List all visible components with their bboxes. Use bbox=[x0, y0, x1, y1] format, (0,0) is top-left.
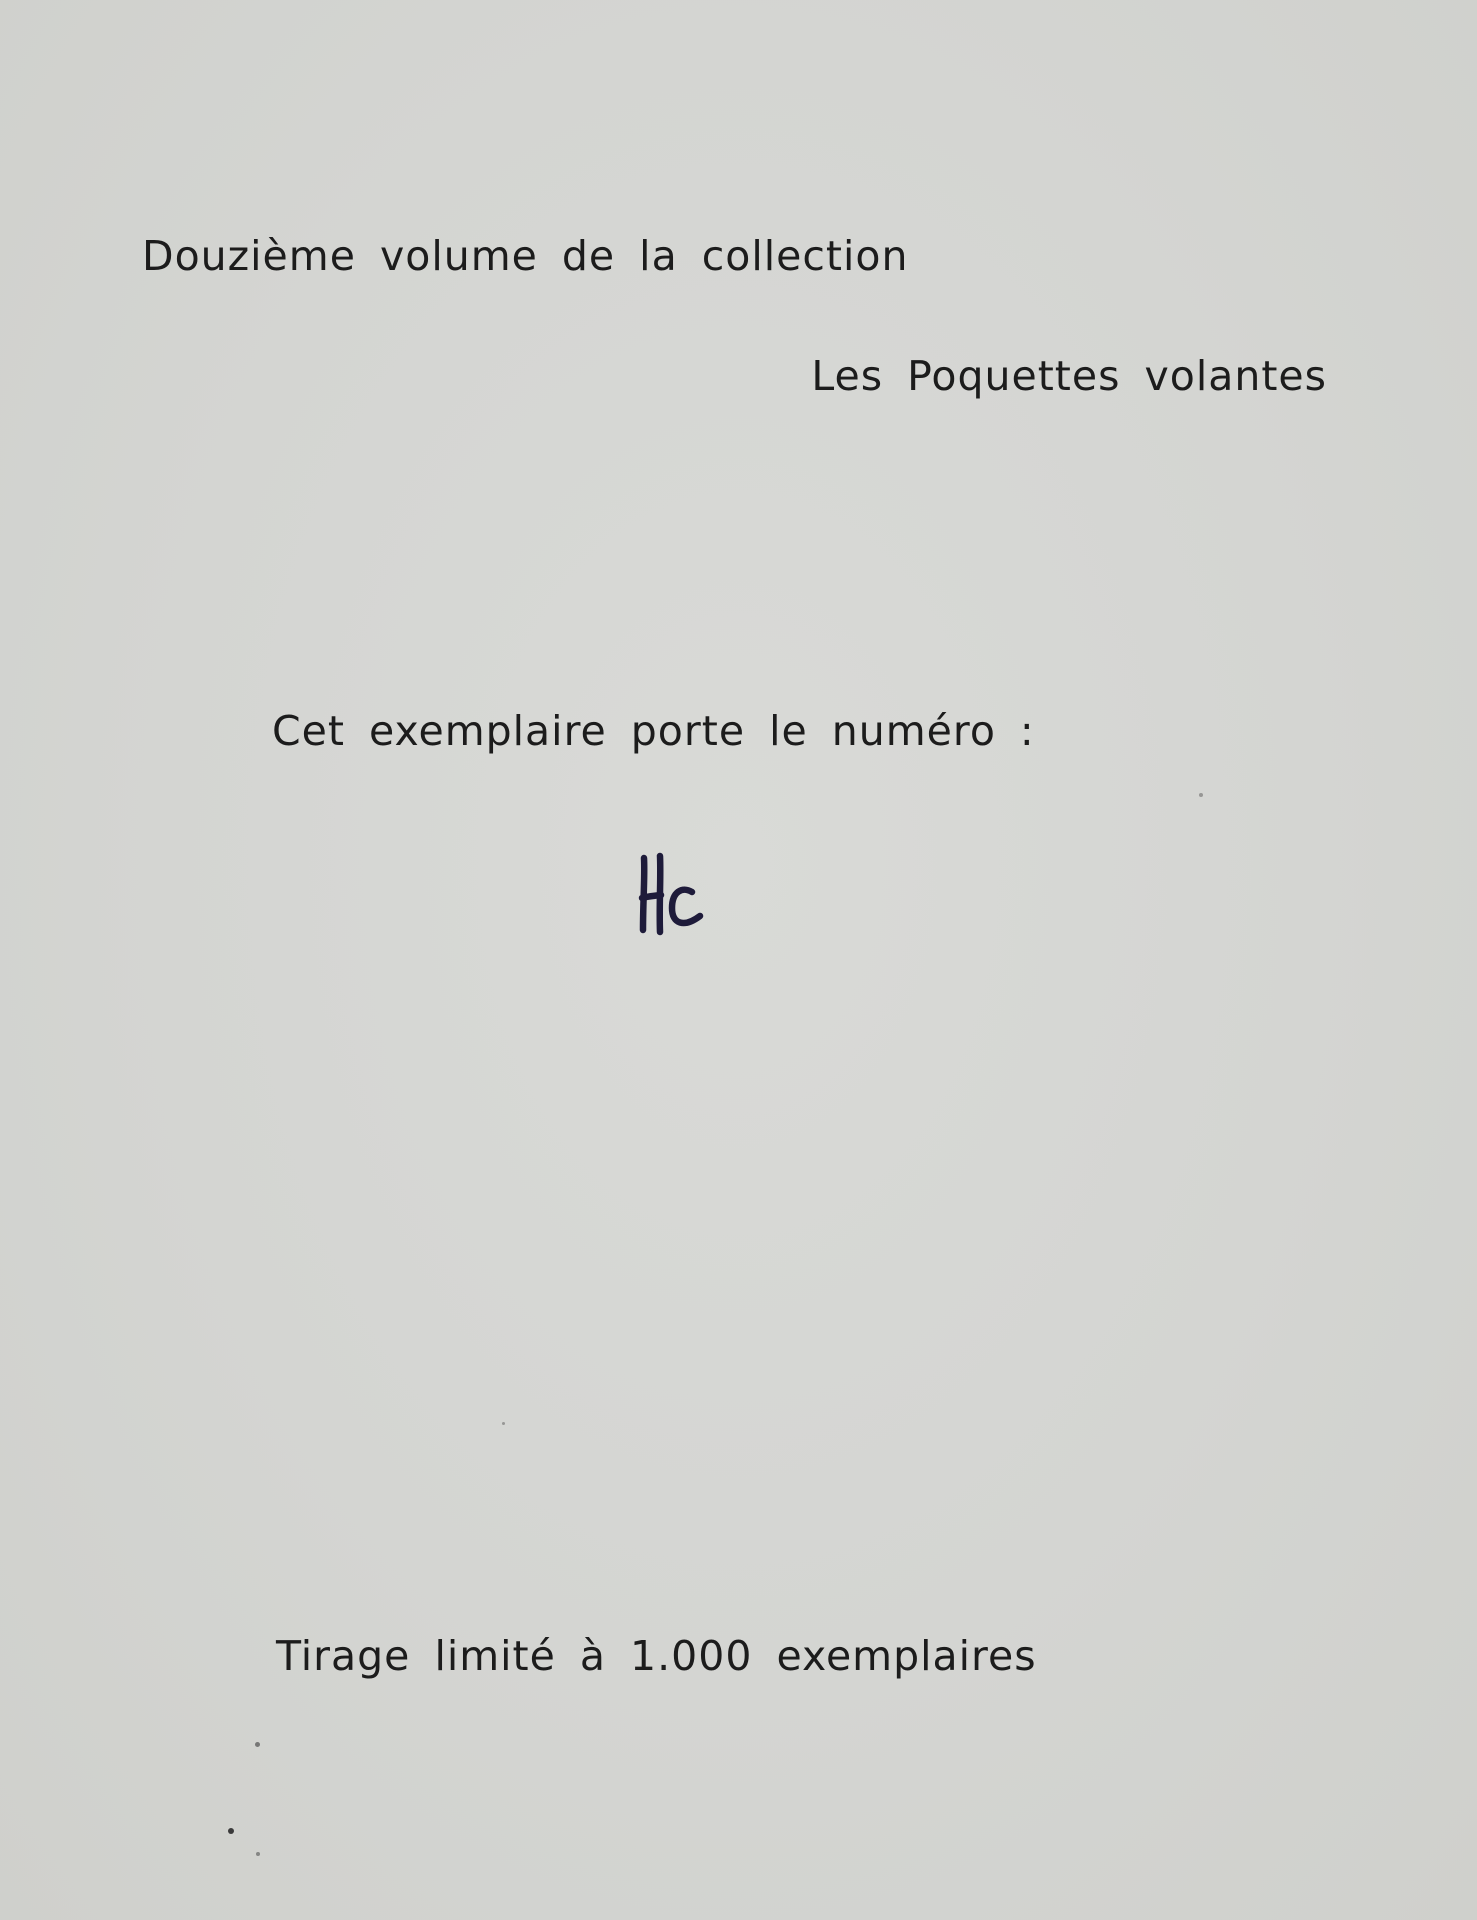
collection-name-line: Les Poquettes volantes bbox=[811, 352, 1327, 400]
paper-speck bbox=[256, 1852, 260, 1856]
paper-speck bbox=[1199, 793, 1203, 797]
paper-speck bbox=[228, 1828, 234, 1834]
copy-number-label: Cet exemplaire porte le numéro : bbox=[272, 707, 1035, 755]
paper-speck bbox=[255, 1742, 260, 1747]
collection-volume-line: Douzième volume de la collection bbox=[142, 232, 909, 280]
handwritten-copy-number bbox=[634, 852, 714, 936]
print-run-line: Tirage limité à 1.000 exemplaires bbox=[276, 1632, 1037, 1680]
paper-speck bbox=[502, 1422, 505, 1425]
